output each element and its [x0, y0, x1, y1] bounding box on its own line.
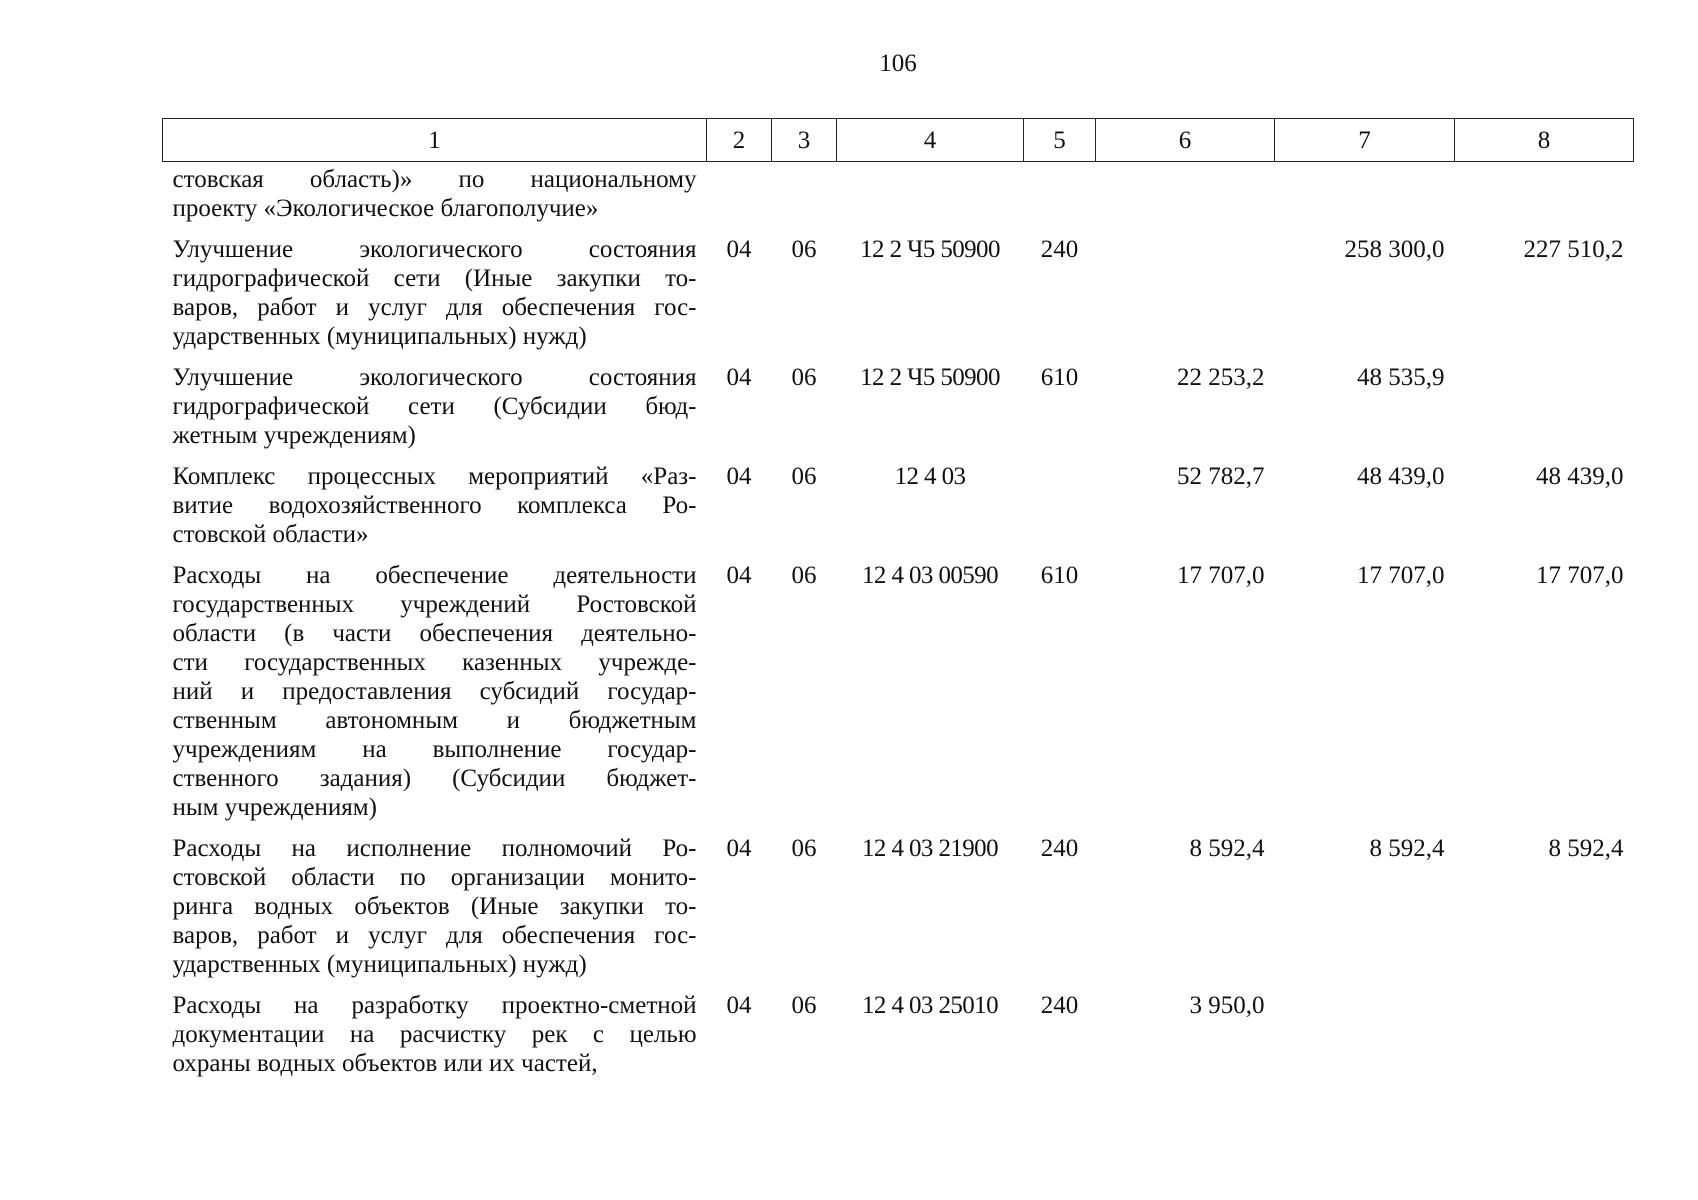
row-name-line: витие водохозяйственного комплекса Ро-: [172, 492, 697, 519]
header-cell: 1: [163, 119, 707, 162]
amount-col-8: 48 439,0: [1536, 463, 1624, 490]
amount-col-6: 3 950,0: [1189, 992, 1265, 1019]
row-name-line: ударственных (муниципальных) нужд): [172, 951, 587, 978]
amount-col-6: 52 782,7: [1177, 463, 1265, 490]
row-name: [163, 991, 707, 1090]
row-name-line: гидрографической сети (Иные закупки то-: [172, 265, 697, 292]
row-name-line: ний и предоставления субсидий государ-: [172, 678, 697, 705]
expense-type-code: 240: [1040, 835, 1079, 862]
table-row: [163, 561, 1634, 834]
amount-col-7: 48 535,9: [1357, 364, 1445, 391]
row-name: [163, 162, 707, 236]
header-cell: 3: [772, 119, 837, 162]
subsection-code: 06: [791, 992, 817, 1019]
row-name-line: Расходы на разработку проектно-сметной: [172, 992, 697, 1019]
header-cell: 4: [837, 119, 1024, 162]
expense-type-code: 610: [1040, 364, 1079, 391]
target-article-code: [837, 162, 1024, 236]
row-name-line: варов, работ и услуг для обеспечения гос-: [172, 922, 697, 949]
expense-type-code: [1024, 162, 1096, 236]
subsection-code: 06: [791, 364, 817, 391]
amount-col-6: 17 707,0: [1177, 562, 1265, 589]
expense-type-code: 610: [1040, 562, 1079, 589]
header-cell: 5: [1024, 119, 1096, 162]
row-name: [163, 235, 707, 363]
amount-col-6: 8 592,4: [1189, 835, 1265, 862]
amount-col-6: [1096, 162, 1275, 236]
target-article-code: 12 4 03 00590: [862, 562, 998, 589]
row-name-line: Улучшение экологического состояния: [172, 364, 697, 391]
row-name-line: Расходы на обеспечение деятельности: [172, 562, 697, 589]
amount-col-8: 227 510,2: [1523, 236, 1624, 263]
section-code: 04: [726, 562, 752, 589]
row-name-line: учреждениям на выполнение государ-: [172, 736, 697, 763]
header-cell: 2: [707, 119, 772, 162]
amount-col-7: [1275, 162, 1455, 236]
row-name-line: ным учреждениям): [172, 794, 377, 821]
subsection-code: 06: [791, 236, 817, 263]
amount-col-7: 17 707,0: [1357, 562, 1445, 589]
row-name-line: области (в части обеспечения деятельно-: [172, 620, 697, 647]
amount-col-6: [1096, 235, 1275, 363]
row-name-line: стовской области по организации монито-: [172, 864, 697, 891]
row-name-line: охраны водных объектов или их частей,: [172, 1050, 598, 1077]
row-name-line: гидрографической сети (Субсидии бюд-: [172, 393, 697, 420]
amount-col-8: [1455, 991, 1634, 1090]
row-name-line: Расходы на исполнение полномочий Ро-: [172, 835, 697, 862]
subsection-code: [772, 162, 837, 236]
row-name-line: ринга водных объектов (Иные закупки то-: [172, 893, 697, 920]
expense-type-code: 240: [1040, 992, 1079, 1019]
amount-col-8: 8 592,4: [1548, 835, 1624, 862]
target-article-code: 12 4 03 21900: [862, 835, 998, 862]
row-name-line: ственным автономным и бюджетным: [172, 707, 697, 734]
amount-col-8: 17 707,0: [1536, 562, 1624, 589]
expense-type-code: [1024, 462, 1096, 561]
expense-type-code: 240: [1040, 236, 1079, 263]
table-row: [163, 834, 1634, 991]
row-name-line: государственных учреждений Ростовской: [172, 591, 697, 618]
section-code: 04: [726, 992, 752, 1019]
table-row: [163, 991, 1634, 1090]
row-name-line: стовская область)» по национальному: [172, 166, 697, 193]
row-name-line: варов, работ и услуг для обеспечения гос-: [172, 294, 697, 321]
row-name-line: документации на расчистку рек с целью: [172, 1021, 697, 1048]
row-name: [163, 561, 707, 834]
row-name: [163, 462, 707, 561]
subsection-code: 06: [791, 562, 817, 589]
amount-col-8: [1455, 162, 1634, 236]
amount-col-8: [1455, 363, 1634, 462]
amount-col-7: [1275, 991, 1455, 1090]
section-code: [707, 162, 772, 236]
target-article-code: 12 4 03: [894, 463, 966, 490]
row-name-line: проекту «Экологическое благополучие»: [172, 195, 599, 222]
row-name-line: Улучшение экологического состояния: [172, 236, 697, 263]
row-name: [163, 363, 707, 462]
header-cell: 7: [1275, 119, 1455, 162]
amount-col-7: 48 439,0: [1357, 463, 1445, 490]
section-code: 04: [726, 364, 752, 391]
row-name-line: стовской области»: [172, 521, 369, 548]
amount-col-7: 8 592,4: [1369, 835, 1445, 862]
subsection-code: 06: [791, 835, 817, 862]
header-cell: 6: [1096, 119, 1275, 162]
row-name-line: сти государственных казенных учрежде-: [172, 649, 697, 676]
page-number: 106: [879, 50, 917, 77]
table-row: [163, 462, 1634, 561]
target-article-code: 12 2 Ч5 50900: [860, 364, 1000, 391]
table-row: [163, 235, 1634, 363]
amount-col-7: 258 300,0: [1344, 236, 1445, 263]
section-code: 04: [726, 236, 752, 263]
row-name-line: жетным учреждениям): [172, 422, 416, 449]
row-name: [163, 834, 707, 991]
section-code: 04: [726, 463, 752, 490]
table-row: [163, 363, 1634, 462]
section-code: 04: [726, 835, 752, 862]
header-cell: 8: [1455, 119, 1634, 162]
row-name-line: Комплекс процессных мероприятий «Раз-: [172, 463, 697, 490]
subsection-code: 06: [791, 463, 817, 490]
target-article-code: 12 4 03 25010: [862, 992, 998, 1019]
table-row: [163, 162, 1634, 236]
header-row: [163, 119, 1634, 162]
row-name-line: ударственных (муниципальных) нужд): [172, 323, 587, 350]
budget-table: [162, 118, 1634, 1090]
target-article-code: 12 2 Ч5 50900: [860, 236, 1000, 263]
row-name-line: ственного задания) (Субсидии бюджет-: [172, 765, 697, 792]
amount-col-6: 22 253,2: [1177, 364, 1265, 391]
